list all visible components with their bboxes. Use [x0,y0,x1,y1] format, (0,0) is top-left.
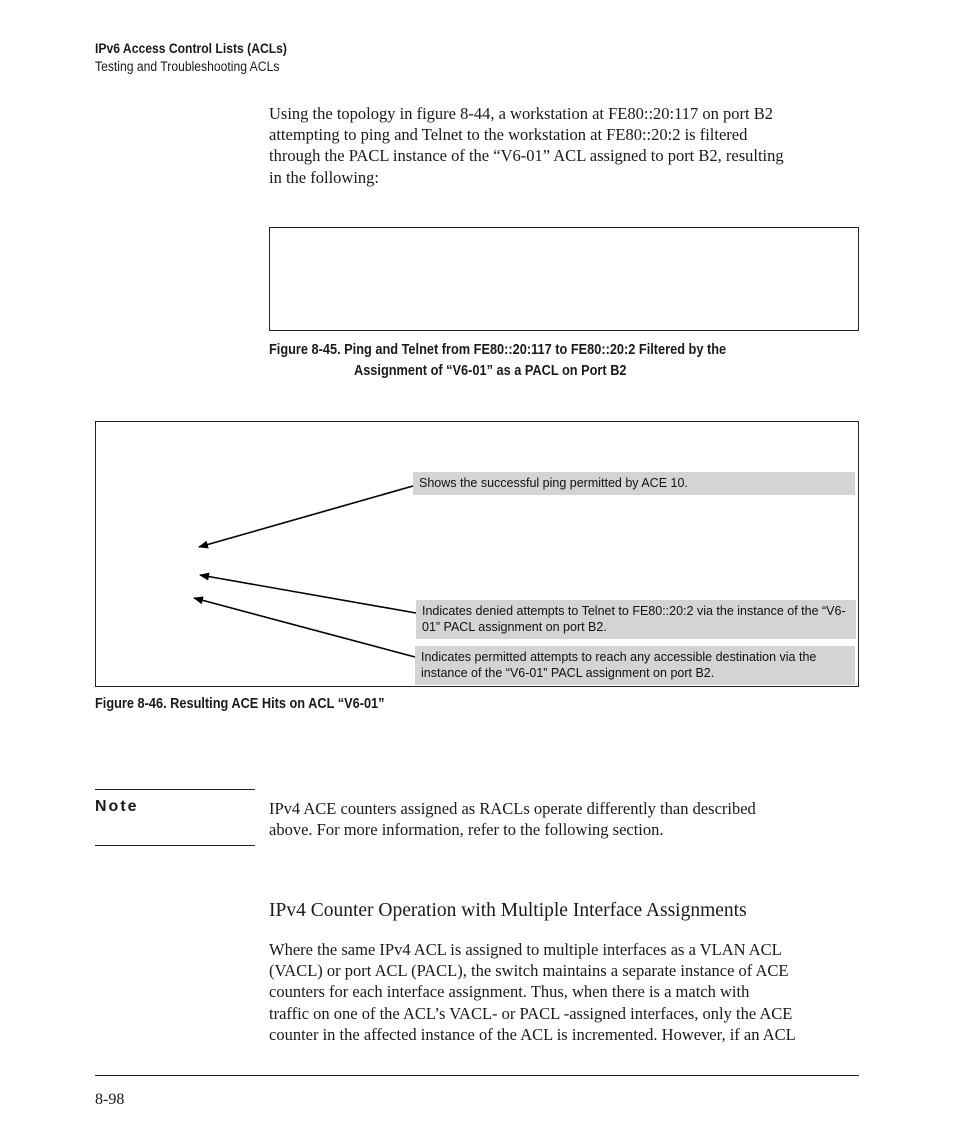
page-number: 8-98 [95,1091,125,1108]
intro-line: attempting to ping and Telnet to the workstation at FE80::20:2 is filtered [269,125,748,145]
running-header-subtitle: Testing and Troubleshooting ACLs [95,59,280,74]
running-header-title: IPv6 Access Control Lists (ACLs) [95,41,287,56]
callout-line: Shows the successful ping permitted by ACE 10. [419,476,688,490]
arrow-2 [200,575,416,613]
intro-line: through the PACL instance of the “V6-01” ACL assigned to port B2, resulting [269,146,784,166]
figure-8-45-caption-line1: Figure 8-45. Ping and Telnet from FE80::20:117 to FE80::20:2 Filtered by the [269,342,727,358]
intro-line: in the following: [269,167,379,187]
note-line: IPv4 ACE counters assigned as RACLs operate differently than described [269,799,756,818]
section-line: counters for each interface assignment. Thus, when there is a match with [269,982,750,1002]
callout-line: instance of the “V6-01” PACL assignment on port B2. [421,666,715,680]
intro-line: Using the topology in figure 8-44, a workstation at FE80::20:117 on port B2 [269,104,773,123]
section-line: traffic on one of the ACL’s VACL- or PACL -assigned interfaces, only the ACE [269,1003,793,1023]
callout-line: Indicates permitted attempts to reach any accessible destination via the [421,650,817,664]
callout-permitted-attempts [415,646,855,685]
footer-rule [95,1075,859,1076]
note-label: Note [95,798,139,815]
section-line: (VACL) or port ACL (PACL), the switch maintains a separate instance of ACE [269,961,789,981]
section-line: counter in the affected instance of the ACL is incremented. However, if an ACL [269,1024,796,1044]
callout-ping-permitted [413,472,855,495]
callout-telnet-denied [416,600,856,639]
note-rule-top [95,789,255,790]
section-line: Where the same IPv4 ACL is assigned to multiple interfaces as a VLAN ACL [269,940,782,959]
arrow-1 [199,486,413,547]
note-text [269,798,859,840]
callout-line: Indicates denied attempts to Telnet to FE80::20:2 via the instance of the “V6- [422,604,846,618]
section-heading: IPv4 Counter Operation with Multiple Interface Assignments [269,900,747,921]
note-line: above. For more information, refer to the following section. [269,820,664,840]
section-paragraph [269,939,861,1045]
note-rule-bottom [95,845,255,846]
figure-8-45-caption-line2: Assignment of “V6-01” as a PACL on Port B2 [354,363,627,379]
figure-8-46-caption: Figure 8-46. Resulting ACE Hits on ACL “V6-01” [95,696,385,712]
callout-line: 01” PACL assignment on port B2. [422,620,607,634]
